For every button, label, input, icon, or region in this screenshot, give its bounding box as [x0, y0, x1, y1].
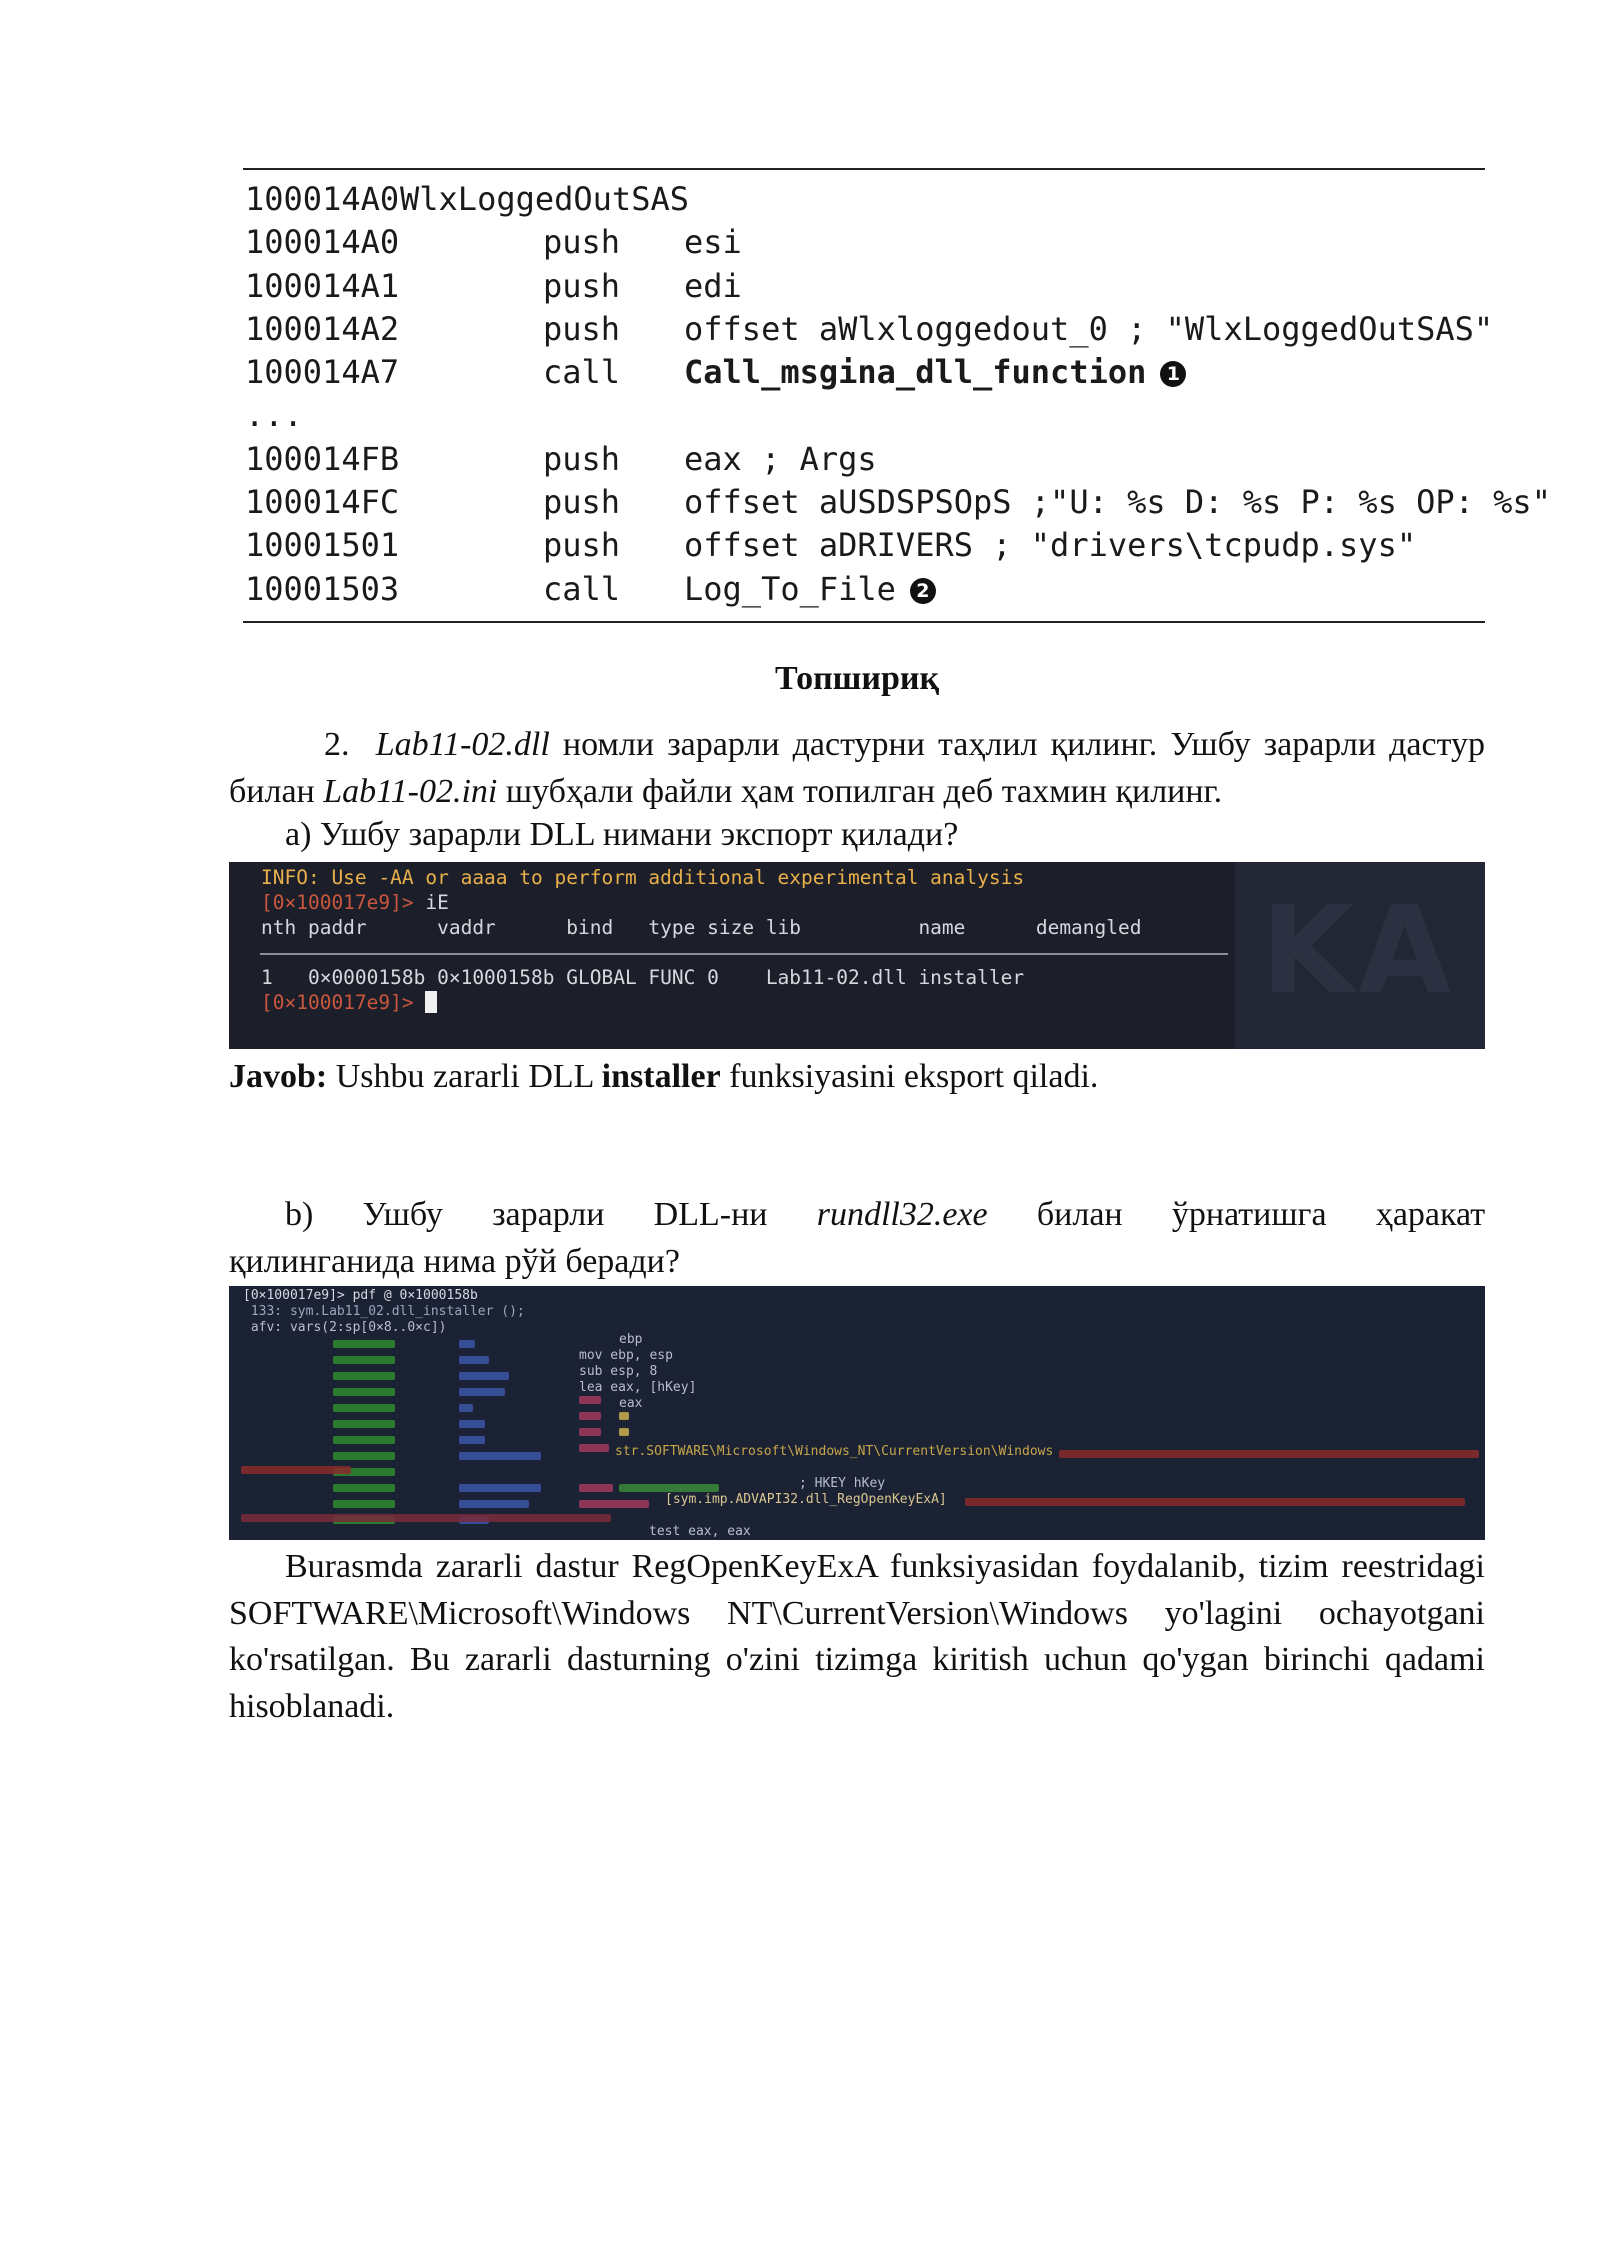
terminal-command: iE: [425, 891, 449, 914]
listing-operand: edi: [684, 266, 742, 305]
terminal-screenshot-disassembly: [229, 1286, 1485, 1540]
asm-addr-7: [333, 1436, 395, 1444]
asm-op-2: [579, 1412, 601, 1420]
asm-test: test eax, eax: [649, 1524, 751, 1539]
terminal-prompt-line: [261, 991, 437, 1014]
asm-addr-11: [333, 1500, 395, 1508]
answer-a: [229, 1054, 1485, 1101]
result-paragraph: Burasmda zararli dastur RegOpenKeyExA funksiyasidan foydalanib, tizim reestridagi SOFTWARE\Microsoft\Windows NT\CurrentVersion\Windows yo'lagini ochayotgani ko'rsatilgan. Bu zararli dasturning o'zini tizimga kiritish uchun qo'ygan birinchi qadami hisoblanadi.: [229, 1548, 1485, 1725]
listing-mnemonic: push: [543, 526, 621, 565]
task-file-ini: Lab11-02.ini: [323, 772, 498, 810]
task-text-2: шубҳали файли ҳам топилган деб тахмин қилинг.: [497, 772, 1223, 810]
terminal-cursor: [425, 991, 437, 1013]
listing-operand: esi: [684, 223, 742, 262]
terminal-screenshot-exports: [229, 862, 1485, 1049]
terminal-watermark: KA: [1261, 882, 1455, 1021]
listing-mnemonic: push: [543, 223, 621, 262]
listing-row: [243, 394, 1485, 437]
asm-call-regopenkey: [sym.imp.ADVAPI32.dll_RegOpenKeyExA]: [665, 1492, 947, 1507]
asm-addr-8: [333, 1452, 395, 1460]
asm-addr-4: [333, 1388, 395, 1396]
asm-imm-1: [619, 1412, 629, 1420]
section-heading: Топшириқ: [774, 660, 940, 697]
listing-mnemonic: push: [543, 266, 621, 305]
listing-label: WlxLoggedOutSAS: [400, 180, 689, 218]
asm-addr-1: [333, 1340, 395, 1348]
asm-bytes-5: [459, 1404, 473, 1412]
listing-address: 100014A0: [245, 223, 400, 262]
listing-mnemonic: push: [543, 439, 621, 478]
pdf-command-line: [0×100017e9]> pdf @ 0×1000158b: [243, 1288, 478, 1303]
question-b-line-2: қилинганида нима рўй беради?: [229, 1242, 680, 1280]
listing-address: 10001503: [245, 569, 400, 608]
listing-address: 100014A2: [245, 309, 400, 348]
asm-op-5: [579, 1484, 613, 1492]
asm-push-eax: eax: [619, 1396, 643, 1411]
terminal-export-row: 1 0×0000158b 0×1000158b GLOBAL FUNC 0 Lab11-02.dll installer: [261, 966, 1025, 989]
answer-text-post: funksiyasini eksport qiladi.: [720, 1058, 1099, 1095]
asm-hkey-comment: ; HKEY hKey: [799, 1476, 886, 1491]
asm-bytes-10: [459, 1500, 529, 1508]
qb-word-3: DLL-ни: [653, 1196, 768, 1233]
asm-imm-2: [619, 1428, 629, 1436]
qb-word-1: b) Ушбу: [285, 1196, 443, 1233]
qb-word-rundll: rundll32.exe: [816, 1196, 988, 1233]
listing-mnemonic: call: [543, 569, 621, 608]
question-b-line-1: [229, 1192, 1485, 1239]
answer-text-pre: Ushbu zararli DLL: [327, 1058, 602, 1095]
asm-op-1: [579, 1396, 601, 1404]
asm-addr-10: [333, 1484, 395, 1492]
terminal-command-line: [261, 891, 449, 914]
asm-addr-2: [333, 1356, 395, 1364]
asm-sub: sub esp, 8: [579, 1364, 658, 1379]
listing-address: 100014FB: [245, 439, 400, 478]
asm-registry-string: str.SOFTWARE\Microsoft\Windows_NT\CurrentVersion\Windows: [615, 1444, 1054, 1459]
listing-operand: offset aUSDSPSOpS ;"U: %s D: %s P: %s OP: %s": [684, 483, 1551, 522]
qb-word-7: ҳаракат: [1375, 1196, 1486, 1233]
terminal-divider: [260, 953, 1228, 955]
answer-label: Javob:: [229, 1058, 328, 1095]
asm-mov: mov ebp, esp: [579, 1348, 673, 1363]
listing-operand: Call_msgina_dll_function: [684, 353, 1147, 392]
asm-addr-3: [333, 1372, 395, 1380]
listing-row: [243, 438, 1485, 481]
disassembly-listing: [243, 168, 1551, 623]
asm-comment-red-1: [1059, 1450, 1479, 1458]
asm-bytes-8: [459, 1452, 541, 1460]
listing-row: [243, 178, 1485, 221]
asm-addr-6: [333, 1420, 395, 1428]
callout-marker: 2: [910, 578, 936, 604]
listing-mnemonic: call: [543, 353, 621, 392]
listing-mnemonic: push: [543, 483, 621, 522]
listing-operand: Log_To_File: [684, 569, 896, 608]
listing-row: [243, 221, 1485, 264]
callout-marker: 1: [1160, 361, 1186, 387]
listing-operand-group: [684, 351, 1186, 394]
listing-mnemonic: push: [543, 309, 621, 348]
listing-row: [243, 265, 1485, 308]
listing-row: [243, 524, 1485, 567]
terminal-prompt-2: [0×100017e9]>: [261, 991, 426, 1014]
listing-row: [243, 481, 1551, 524]
asm-op-6: [579, 1500, 649, 1508]
listing-address: 100014FC: [245, 483, 400, 522]
task-text-1: номли зарарли дастурни таҳлил қилинг. Ушбу зарарли дастур билан: [229, 726, 1486, 810]
asm-comment-red-3: [965, 1498, 1465, 1506]
asm-op-3: [579, 1428, 601, 1436]
asm-lea: lea eax, [hKey]: [579, 1380, 697, 1395]
qb-word-6: ўрнатишга: [1171, 1196, 1327, 1233]
asm-bytes-4: [459, 1388, 505, 1396]
listing-address: 10001501: [245, 526, 400, 565]
listing-address: 100014A1: [245, 266, 400, 305]
listing-address: ...: [245, 396, 303, 435]
question-b: [229, 1192, 1485, 1285]
qb-word-5: билан: [1036, 1196, 1123, 1233]
listing-operand-group: [684, 568, 936, 611]
terminal-info-line: INFO: Use -AA or aaaa to perform additional experimental analysis: [261, 866, 1025, 889]
listing-operand: eax ; Args: [684, 439, 877, 478]
asm-bytes-6: [459, 1420, 485, 1428]
listing-address: 100014A0: [245, 180, 400, 218]
listing-operand: offset aDRIVERS ; "drivers\tcpudp.sys": [684, 526, 1417, 565]
asm-bytes-9: [459, 1484, 541, 1492]
asm-addr-5: [333, 1404, 395, 1412]
question-a: a) Ушбу зарарли DLL нимани экспорт қилади?: [285, 816, 959, 853]
task-number: 2.: [324, 726, 350, 763]
listing-address: 100014A7: [245, 353, 400, 392]
asm-bytes-7: [459, 1436, 485, 1444]
asm-bytes-1: [459, 1340, 475, 1348]
answer-bold-function: installer: [601, 1058, 721, 1095]
asm-bytes-3: [459, 1372, 509, 1380]
asm-push-ebp: ebp: [619, 1332, 643, 1347]
pdf-vars-line: afv: vars(2:sp[0×8..0×c]): [243, 1320, 447, 1335]
asm-comment-red-4: [241, 1514, 611, 1522]
listing-row: [243, 351, 1485, 394]
terminal-prompt: [0×100017e9]>: [261, 891, 426, 914]
qb-word-2: зарарли: [492, 1196, 605, 1233]
pdf-func-line: 133: sym.Lab11_02.dll_installer ();: [243, 1304, 525, 1319]
terminal-table-header: nth paddr vaddr bind type size lib name demangled: [261, 916, 1142, 939]
asm-comment-red-2: [241, 1466, 351, 1474]
listing-row: [243, 568, 1485, 611]
task-paragraph: [229, 722, 1485, 815]
asm-var-green: [619, 1484, 719, 1492]
listing-row: [243, 308, 1494, 351]
asm-bytes-2: [459, 1356, 489, 1364]
listing-operand: offset aWlxloggedout_0 ; "WlxLoggedOutSAS": [684, 309, 1494, 348]
task-file-dll: Lab11-02.dll: [375, 726, 550, 763]
asm-op-4: [579, 1444, 609, 1452]
